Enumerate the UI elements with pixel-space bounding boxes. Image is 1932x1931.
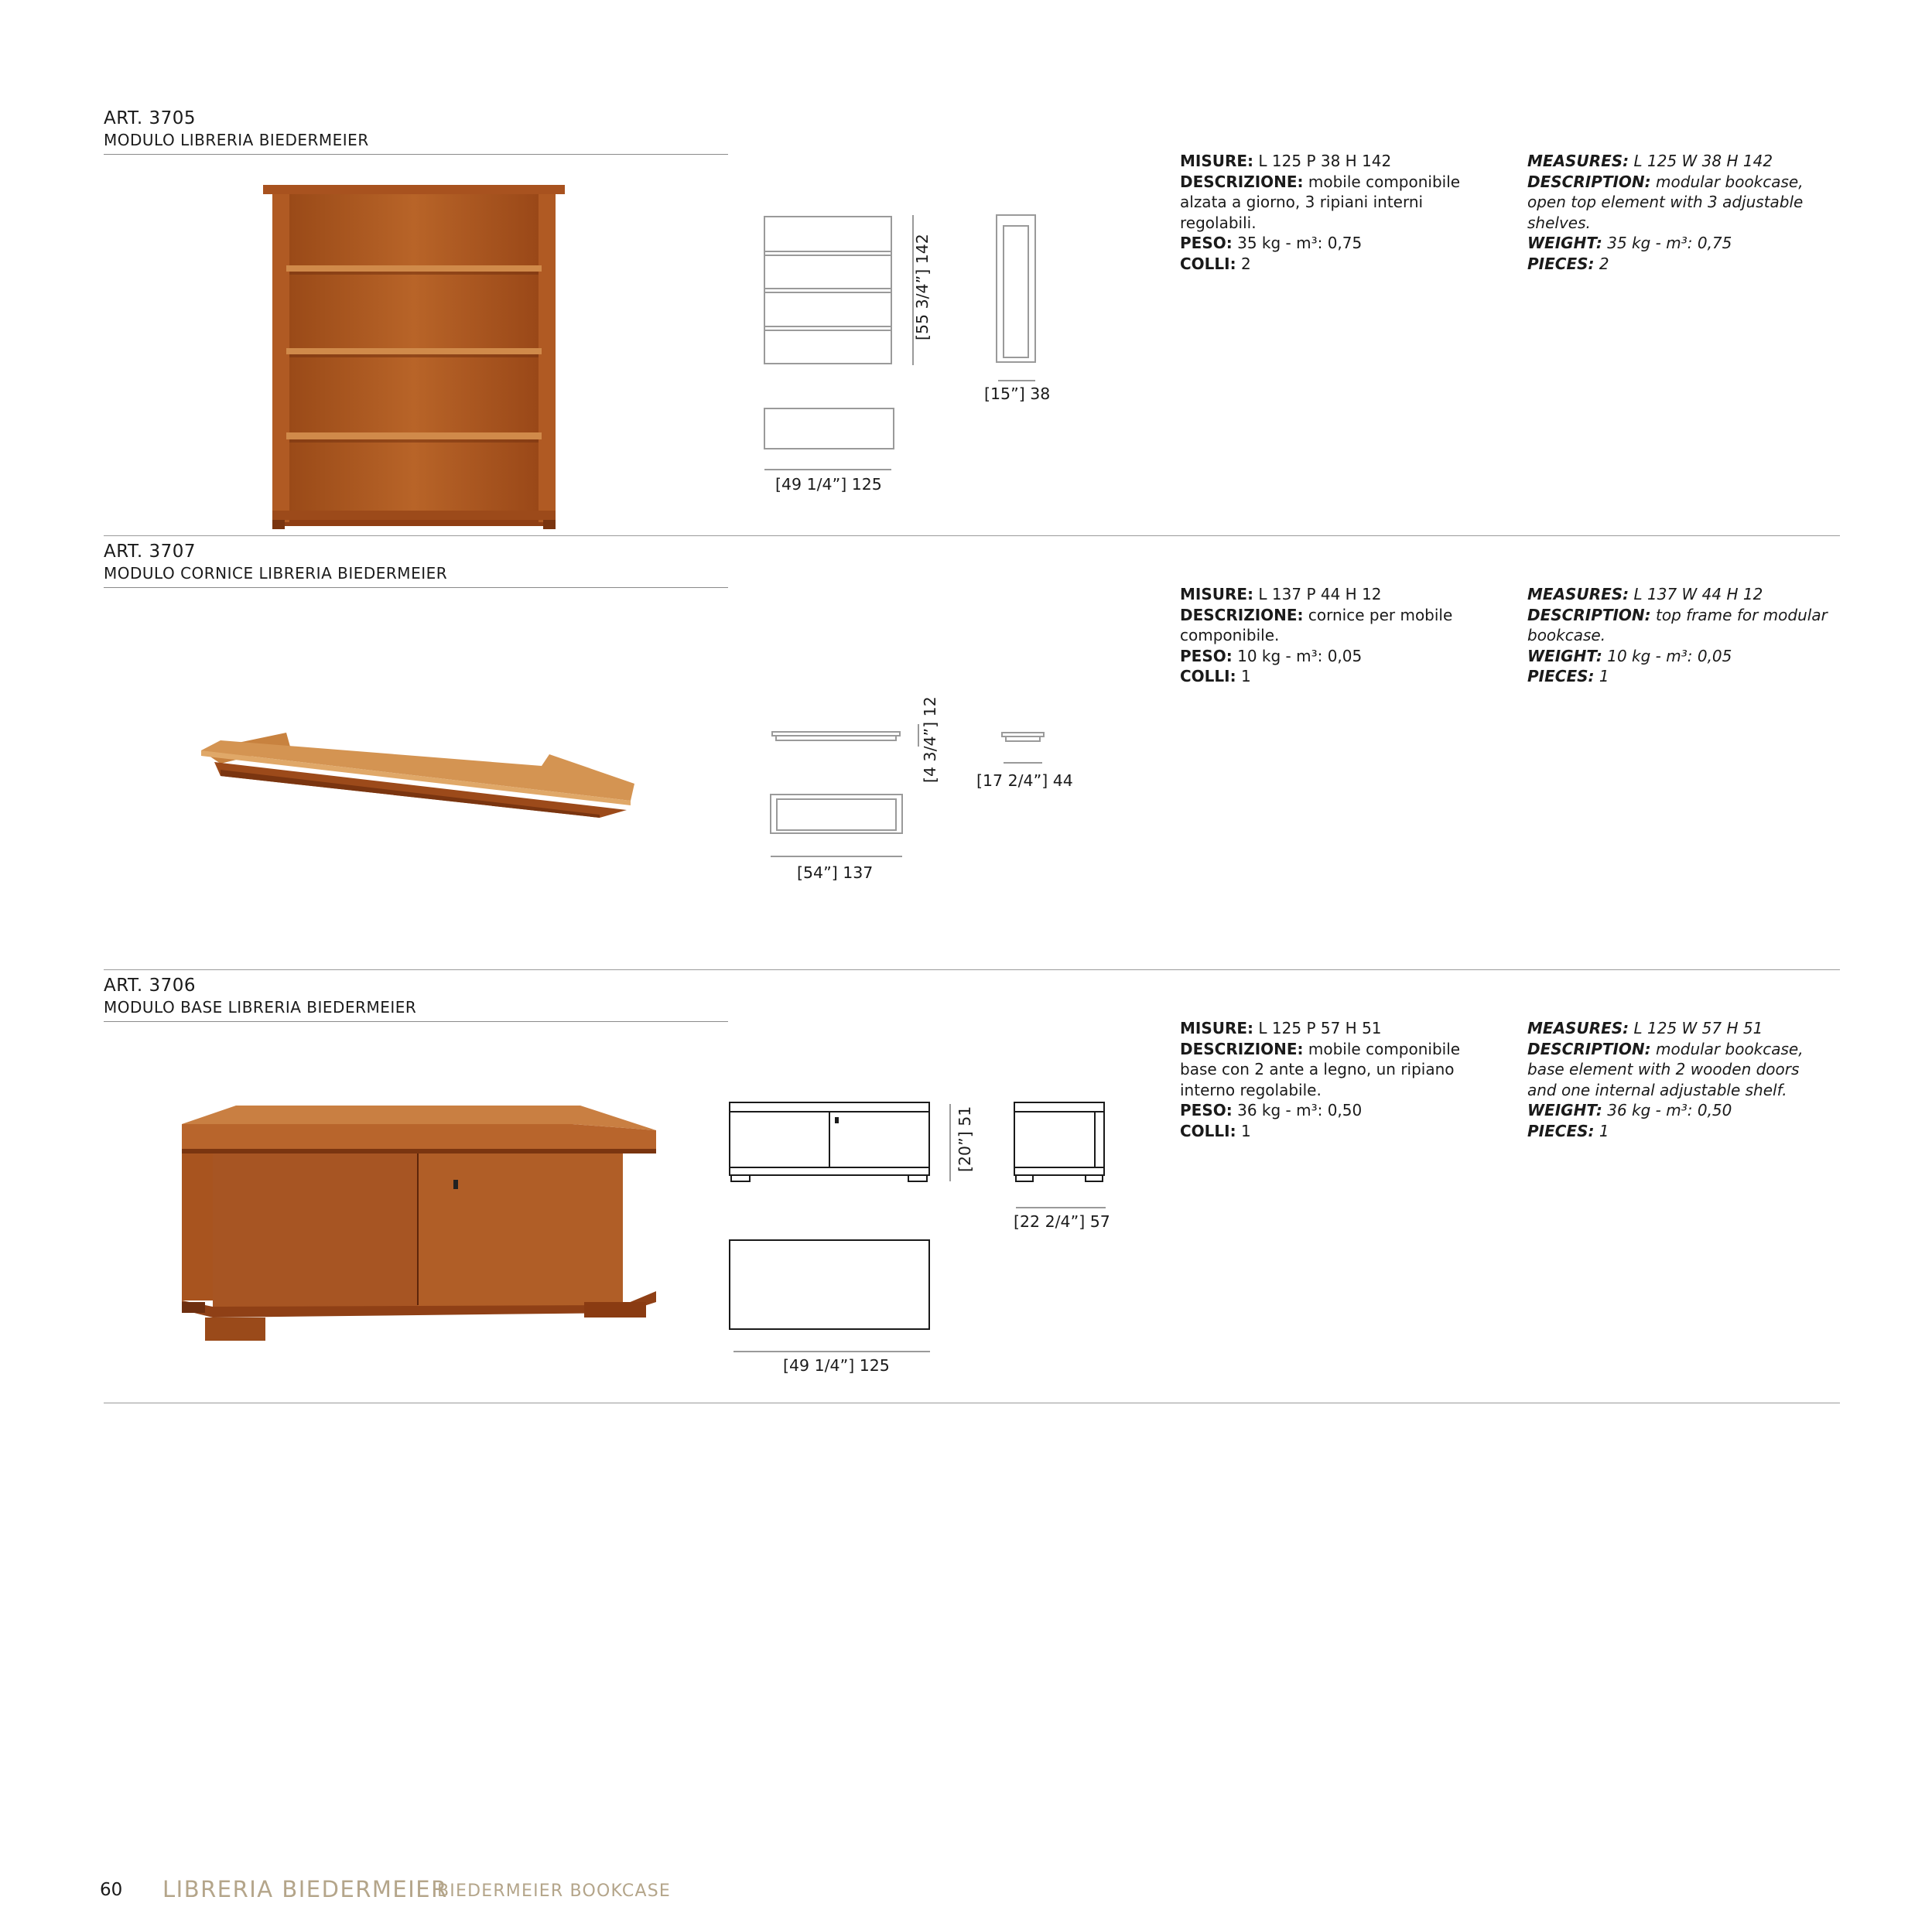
spec-description-en: DESCRIPTION: top frame for modular bookcase. xyxy=(1527,605,1828,644)
spec-description-it: DESCRIZIONE: mobile componibile alzata a giorno, 3 ripiani interni regolabili. xyxy=(1180,172,1461,232)
spec-measures-it: MISURE: L 125 P 57 H 51 xyxy=(1180,1019,1382,1037)
spec-measures-en: MEASURES: L 125 W 57 H 51 xyxy=(1527,1019,1763,1037)
specs-italian xyxy=(1180,1018,1486,1141)
footer-title: LIBRERIA BIEDERMEIER xyxy=(162,1876,448,1902)
product-code: ART. 3707 xyxy=(104,542,197,562)
product-name: MODULO LIBRERIA BIEDERMEIER xyxy=(104,131,369,149)
spec-pieces-it: COLLI: 2 xyxy=(1180,254,1251,273)
spec-description-it: DESCRIZIONE: cornice per mobile componibile. xyxy=(1180,605,1453,644)
bookcase-side-drawing xyxy=(990,209,1052,387)
spec-weight-it: PESO: 36 kg - m³: 0,50 xyxy=(1180,1101,1363,1119)
spec-pieces-en: PIECES: 1 xyxy=(1527,1121,1609,1140)
spec-measures-en: MEASURES: L 137 W 44 H 12 xyxy=(1527,585,1763,603)
depth-dimension: [17 2/4”] 44 xyxy=(976,771,1073,790)
title-rule xyxy=(104,154,728,155)
width-dimension: [54”] 137 xyxy=(797,863,874,882)
cabinet-side-drawing xyxy=(1010,1095,1110,1218)
spec-weight-it: PESO: 35 kg - m³: 0,75 xyxy=(1180,234,1363,252)
spec-description-en: DESCRIPTION: modular bookcase, base element with 2 wooden doors and one internal adjustable shelf. xyxy=(1527,1039,1804,1099)
product-code: ART. 3706 xyxy=(104,976,197,996)
height-dimension: [20”] 51 xyxy=(956,1106,974,1172)
specs-italian xyxy=(1180,151,1486,274)
product-code: ART. 3705 xyxy=(104,108,197,128)
bookcase-front-drawing xyxy=(758,209,928,503)
spec-measures-it: MISURE: L 125 P 38 H 142 xyxy=(1180,152,1392,170)
cabinet-photo xyxy=(178,1102,662,1346)
footer-subtitle: BIEDERMEIER BOOKCASE xyxy=(437,1881,671,1901)
spec-measures-en: MEASURES: L 125 W 38 H 142 xyxy=(1527,152,1773,170)
cabinet-front-drawing xyxy=(727,1095,975,1365)
section-divider xyxy=(104,969,1840,970)
width-dimension: [49 1/4”] 125 xyxy=(775,475,882,494)
page-number: 60 xyxy=(100,1880,123,1900)
specs-english xyxy=(1527,584,1833,687)
spec-pieces-it: COLLI: 1 xyxy=(1180,1121,1251,1140)
spec-description-it: DESCRIZIONE: mobile componibile base con 2 ante a legno, un ripiano interno regolabile. xyxy=(1180,1039,1461,1099)
spec-weight-en: WEIGHT: 10 kg - m³: 0,05 xyxy=(1527,646,1732,665)
spec-pieces-en: PIECES: 1 xyxy=(1527,667,1609,685)
height-dimension: [55 3/4”] 142 xyxy=(913,234,932,340)
depth-dimension: [15”] 38 xyxy=(984,384,1051,403)
product-name: MODULO CORNICE LIBRERIA BIEDERMEIER xyxy=(104,564,448,583)
bookcase-photo xyxy=(263,182,565,530)
specs-english xyxy=(1527,151,1833,274)
specs-italian xyxy=(1180,584,1486,687)
depth-dimension: [22 2/4”] 57 xyxy=(1014,1212,1110,1231)
spec-weight-en: WEIGHT: 36 kg - m³: 0,50 xyxy=(1527,1101,1732,1119)
product-name: MODULO BASE LIBRERIA BIEDERMEIER xyxy=(104,998,417,1017)
section-divider xyxy=(104,535,1840,536)
spec-weight-en: WEIGHT: 35 kg - m³: 0,75 xyxy=(1527,234,1732,252)
height-dimension: [4 3/4”] 12 xyxy=(921,696,939,783)
width-dimension: [49 1/4”] 125 xyxy=(783,1356,890,1375)
spec-weight-it: PESO: 10 kg - m³: 0,05 xyxy=(1180,646,1363,665)
title-rule xyxy=(104,1021,728,1022)
frame-photo xyxy=(197,723,638,824)
spec-description-en: DESCRIPTION: modular bookcase, open top element with 3 adjustable shelves. xyxy=(1527,172,1804,232)
frame-side-drawing xyxy=(994,723,1056,770)
spec-measures-it: MISURE: L 137 P 44 H 12 xyxy=(1180,585,1382,603)
spec-pieces-en: PIECES: 2 xyxy=(1527,254,1609,273)
frame-front-drawing xyxy=(766,723,944,863)
specs-english xyxy=(1527,1018,1833,1141)
spec-pieces-it: COLLI: 1 xyxy=(1180,667,1251,685)
title-rule xyxy=(104,587,728,588)
